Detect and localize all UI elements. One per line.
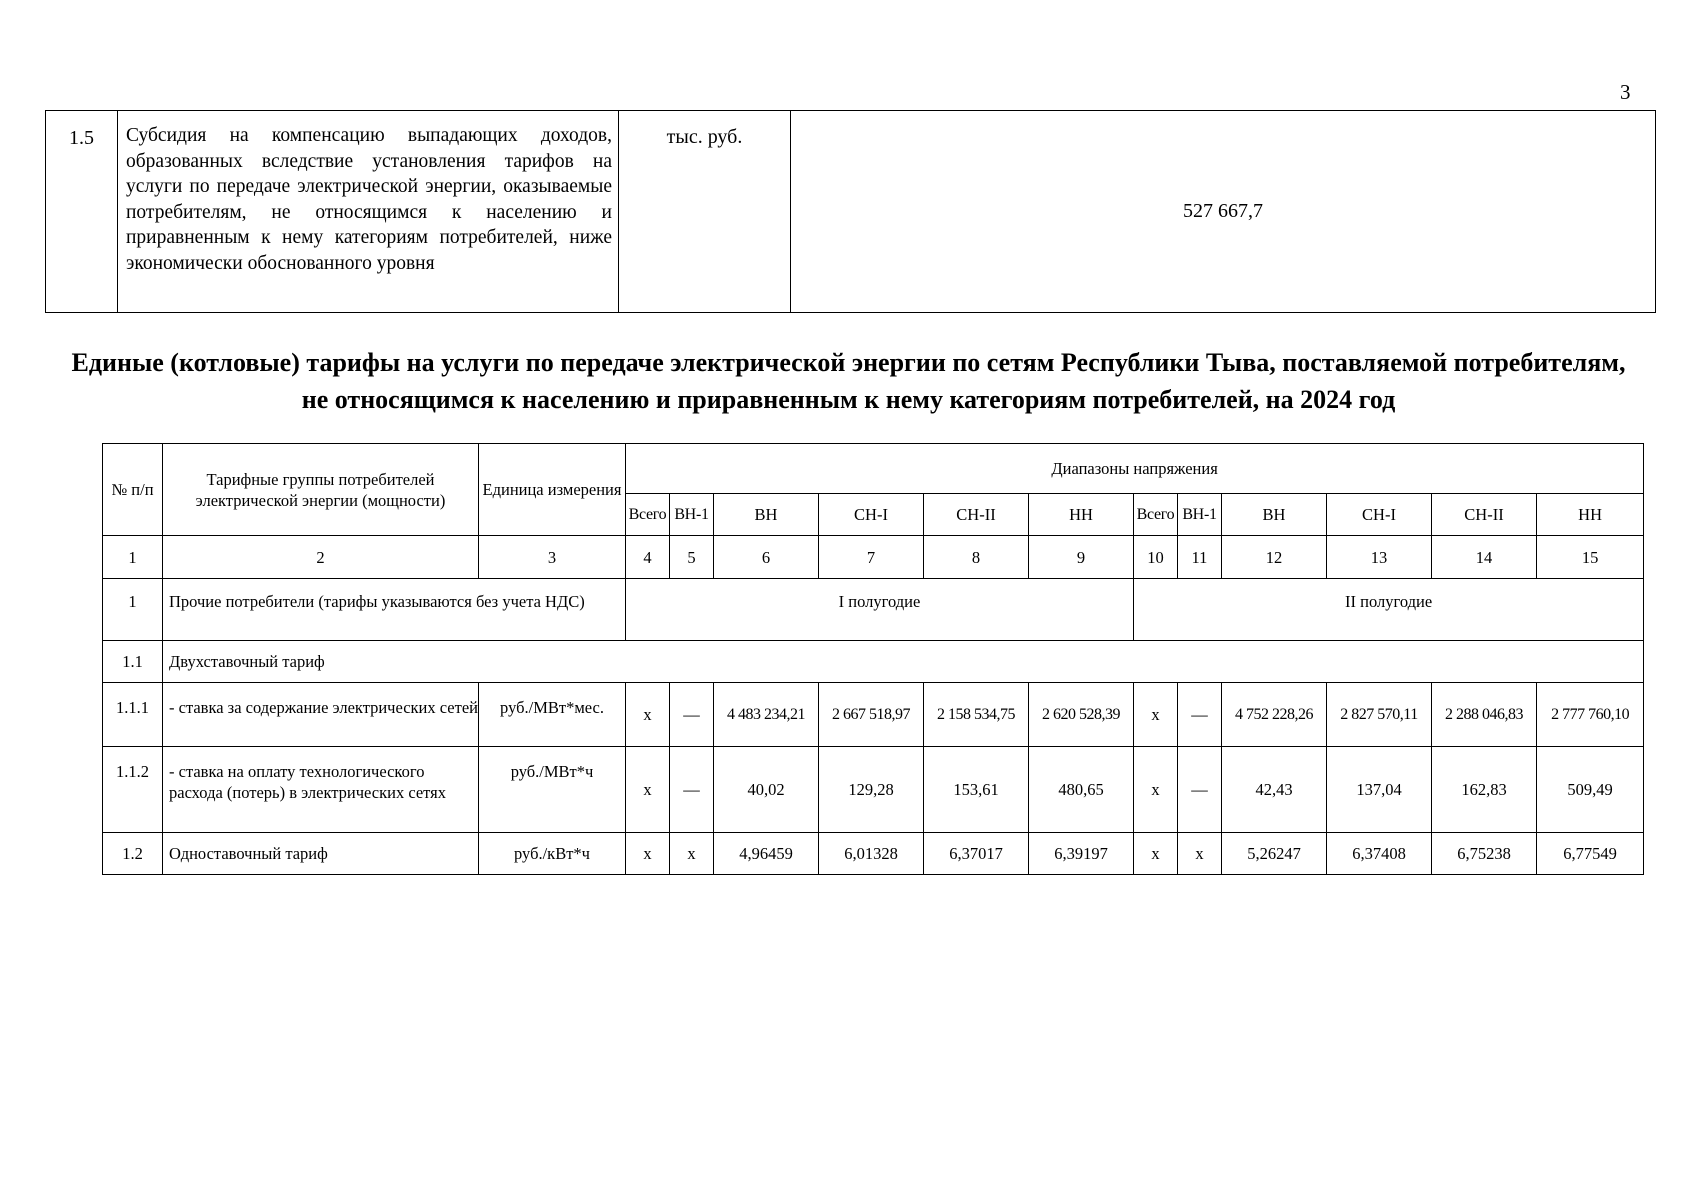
row-unit: руб./кВт*ч (479, 833, 626, 875)
header-row-1 (103, 444, 1644, 494)
second-half-year: II полугодие (1134, 579, 1644, 641)
header-sub: НН (1537, 494, 1644, 536)
row-unit: руб./МВт*ч (479, 747, 626, 833)
row-value: х (626, 833, 670, 875)
column-number: 5 (670, 536, 714, 579)
column-number: 4 (626, 536, 670, 579)
header-sub: ВН (714, 494, 819, 536)
row-name: - ставка на оплату технологического расхода (потерь) в электрических сетях (163, 747, 479, 833)
row-number: 1.1.2 (103, 747, 163, 833)
row-value: 42,43 (1222, 747, 1327, 833)
row-value: — (670, 683, 714, 747)
row-value: 6,37408 (1327, 833, 1432, 875)
row-value: 6,75238 (1432, 833, 1537, 875)
row-number: 1.1 (103, 641, 163, 683)
row-value: х (1134, 683, 1178, 747)
row-value: 4 752 228,26 (1222, 683, 1327, 747)
subsidy-table (45, 110, 1656, 313)
row-value: 153,61 (924, 747, 1029, 833)
row-value: 2 288 046,83 (1432, 683, 1537, 747)
row-value: 2 827 570,11 (1327, 683, 1432, 747)
row-value: 6,37017 (924, 833, 1029, 875)
column-number: 12 (1222, 536, 1327, 579)
row-value: — (1178, 747, 1222, 833)
header-sub: Всего (626, 494, 670, 536)
page-number: 3 (1620, 80, 1631, 104)
row-value: х (1178, 833, 1222, 875)
document-title: Единые (котловые) тарифы на услуги по передаче электрической энергии по сетям Республики Тыва, поставляемой потребителям, не относящимся к населению и приравненным к нему категориям потребителей, на 2024 год (71, 348, 1626, 414)
row-value: 4,96459 (714, 833, 819, 875)
row-number: 1 (103, 579, 163, 641)
tariff-table (102, 443, 1644, 875)
column-number: 11 (1178, 536, 1222, 579)
row-value: 137,04 (1327, 747, 1432, 833)
header-sub: НН (1029, 494, 1134, 536)
column-number: 7 (819, 536, 924, 579)
header-sub: СН-I (1327, 494, 1432, 536)
table-row (103, 833, 1644, 875)
row-value: х (1134, 747, 1178, 833)
header-sub: СН-II (924, 494, 1029, 536)
row-value: 6,39197 (1029, 833, 1134, 875)
row-value: х (626, 747, 670, 833)
column-number: 14 (1432, 536, 1537, 579)
table-row (103, 683, 1644, 747)
column-number: 1 (103, 536, 163, 579)
column-number: 15 (1537, 536, 1644, 579)
row-value: х (1134, 833, 1178, 875)
row-value: 162,83 (1432, 747, 1537, 833)
header-num: № п/п (103, 444, 163, 536)
row-value: 480,65 (1029, 747, 1134, 833)
subsidy-description: Субсидия на компенсацию выпадающих доходов, образованных вследствие установления тарифов на услуги по передаче электрической энергии, оказываемые потребителям, не относящимся к населению и приравненным к нему категориям потребителей, ниже экономически обоснованного уровня (118, 111, 619, 313)
row-value: — (1178, 683, 1222, 747)
header-sub: Всего (1134, 494, 1178, 536)
subsidy-row-number: 1.5 (46, 111, 118, 313)
row-value: х (626, 683, 670, 747)
header-sub: СН-I (819, 494, 924, 536)
header-sub: ВН-1 (1178, 494, 1222, 536)
row-number: 1.1.1 (103, 683, 163, 747)
column-number: 2 (163, 536, 479, 579)
row-value: 2 620 528,39 (1029, 683, 1134, 747)
row-name: Одноставочный тариф (163, 833, 479, 875)
header-sub: ВН-1 (670, 494, 714, 536)
row-value: 6,01328 (819, 833, 924, 875)
table-row (103, 747, 1644, 833)
row-number: 1.2 (103, 833, 163, 875)
row-value: 2 667 518,97 (819, 683, 924, 747)
header-group: Тарифные группы потребителей электрической энергии (мощности) (163, 444, 479, 536)
row-value: 40,02 (714, 747, 819, 833)
column-number: 9 (1029, 536, 1134, 579)
row-value: 6,77549 (1537, 833, 1644, 875)
first-half-year: I полугодие (626, 579, 1134, 641)
row-name: - ставка за содержание электрических сетей (163, 683, 479, 747)
header-unit: Единица измерения (479, 444, 626, 536)
column-number-row (103, 536, 1644, 579)
column-number: 13 (1327, 536, 1432, 579)
header-sub: СН-II (1432, 494, 1537, 536)
column-number: 3 (479, 536, 626, 579)
row-name: Двухставочный тариф (163, 641, 1644, 683)
row-value: 4 483 234,21 (714, 683, 819, 747)
subsidy-value: 527 667,7 (791, 111, 1656, 313)
header-voltage-ranges: Диапазоны напряжения (626, 444, 1644, 494)
table-row (103, 579, 1644, 641)
row-value: 5,26247 (1222, 833, 1327, 875)
row-value: — (670, 747, 714, 833)
table-row (103, 641, 1644, 683)
row-value: 2 777 760,10 (1537, 683, 1644, 747)
header-sub: ВН (1222, 494, 1327, 536)
row-value: 2 158 534,75 (924, 683, 1029, 747)
subsidy-row (46, 111, 1656, 313)
column-number: 8 (924, 536, 1029, 579)
column-number: 6 (714, 536, 819, 579)
row-value: 129,28 (819, 747, 924, 833)
subsidy-unit: тыс. руб. (619, 111, 791, 313)
column-number: 10 (1134, 536, 1178, 579)
row-value: х (670, 833, 714, 875)
row-name: Прочие потребители (тарифы указываются без учета НДС) (163, 579, 626, 641)
row-unit: руб./МВт*мес. (479, 683, 626, 747)
row-value: 509,49 (1537, 747, 1644, 833)
